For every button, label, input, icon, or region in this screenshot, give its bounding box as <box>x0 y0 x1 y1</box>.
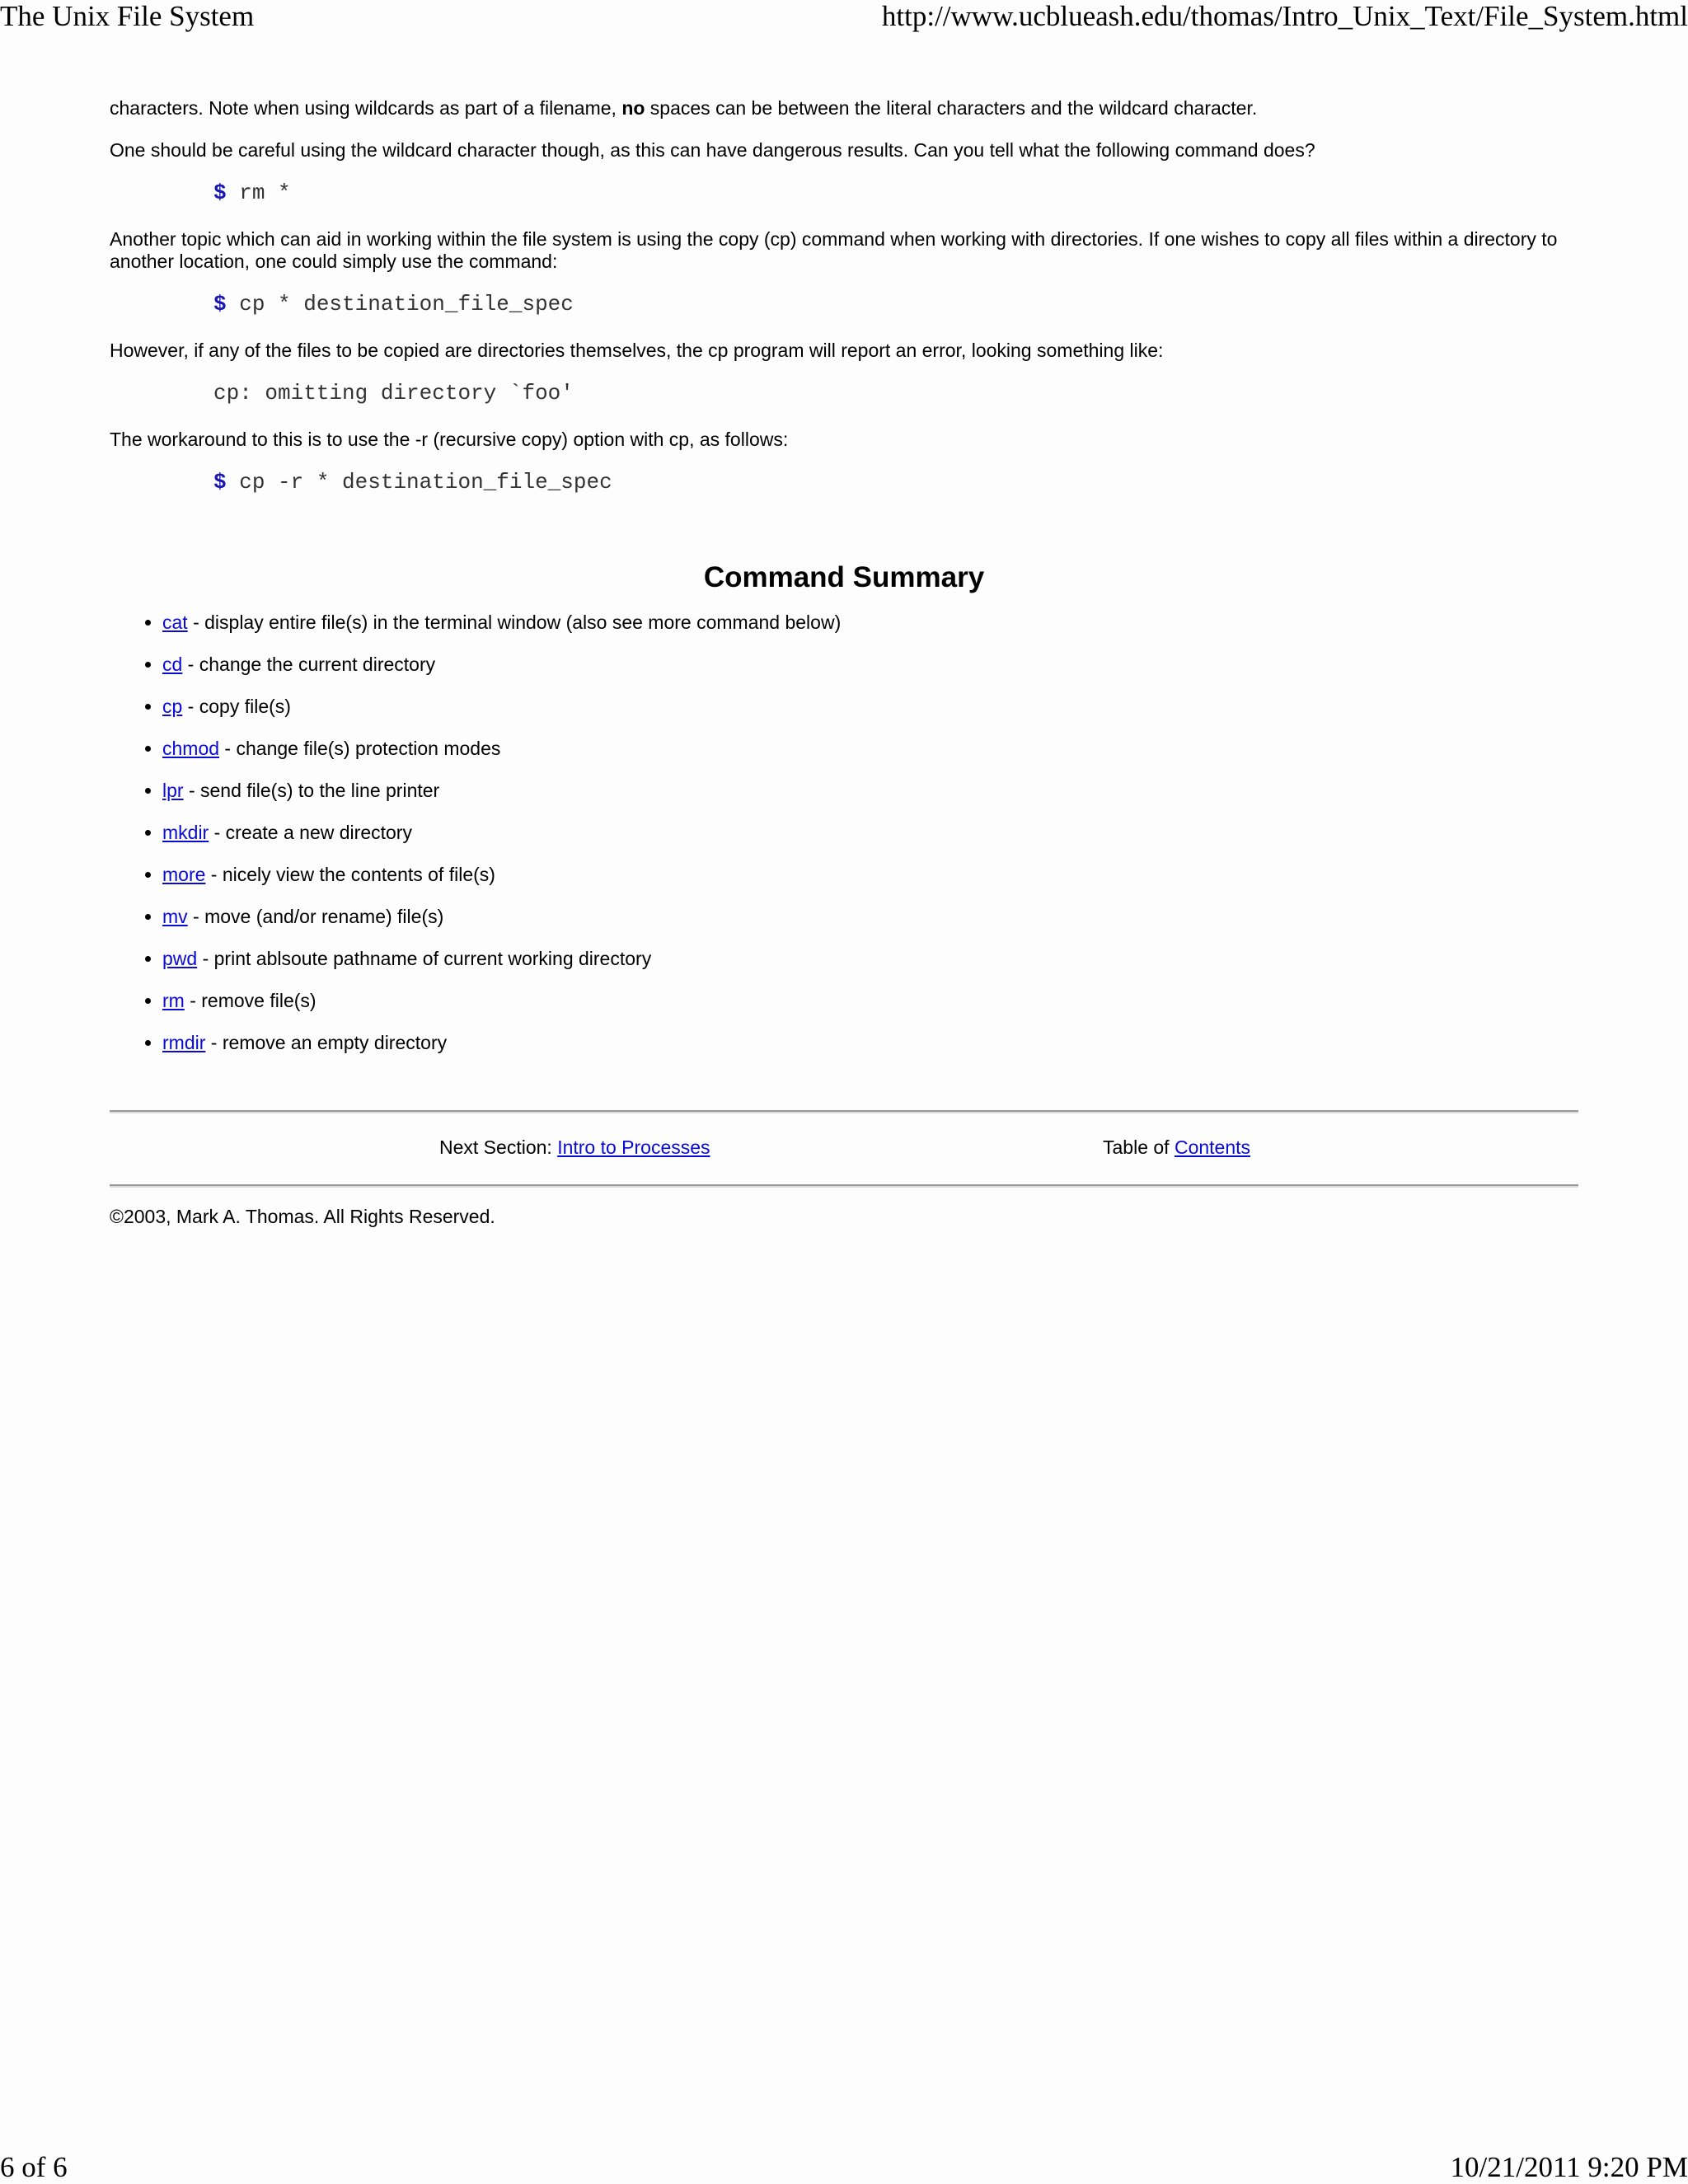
command-item <box>162 864 1578 886</box>
command-description: - change the current directory <box>182 654 436 675</box>
command-item <box>162 906 1578 928</box>
command-link-cp[interactable]: cp <box>162 696 183 717</box>
command-link-rm[interactable]: rm <box>162 990 185 1011</box>
command-item <box>162 822 1578 844</box>
command-description: - create a new directory <box>209 822 412 843</box>
document-body <box>110 97 1578 1228</box>
command-link-rmdir[interactable]: rmdir <box>162 1032 206 1053</box>
command-item <box>162 738 1578 760</box>
command-item <box>162 654 1578 676</box>
command-link-cat[interactable]: cat <box>162 612 188 633</box>
print-header <box>0 0 1688 33</box>
next-section-link[interactable]: Intro to Processes <box>557 1137 710 1158</box>
section-heading: Command Summary <box>703 561 985 593</box>
code-rm: $ rm * <box>213 180 291 205</box>
command-item <box>162 612 1578 634</box>
command-description: - change file(s) protection modes <box>219 738 501 759</box>
prompt-symbol: $ <box>213 180 227 205</box>
page-navigation <box>110 1113 1578 1184</box>
paragraph-careful: One should be careful using the wildcard character though, as this can have dangerous results. Can you tell what the following command does? <box>110 139 1315 161</box>
page-url: http://www.ucblueash.edu/thomas/Intro_Unix_Text/File_System.html <box>881 0 1688 32</box>
page-number: 6 of 6 <box>0 2151 68 2183</box>
command-link-pwd[interactable]: pwd <box>162 948 198 969</box>
command-description: - remove file(s) <box>184 990 316 1011</box>
command-link-mv[interactable]: mv <box>162 906 188 927</box>
command-link-chmod[interactable]: chmod <box>162 738 220 759</box>
prompt-symbol: $ <box>213 470 227 494</box>
page-title: The Unix File System <box>0 0 255 32</box>
command-link-cd[interactable]: cd <box>162 654 183 675</box>
paragraph-wildcards: characters. Note when using wildcards as part of a filename, no spaces can be between the literal characters and the wildcard character. <box>110 97 1258 119</box>
command-link-mkdir[interactable]: mkdir <box>162 822 209 843</box>
command-link-more[interactable]: more <box>162 864 206 885</box>
bold-no: no <box>621 97 645 119</box>
print-datetime: 10/21/2011 9:20 PM <box>1450 2151 1688 2183</box>
command-item <box>162 948 1578 970</box>
code-cp-recursive: $ cp -r * destination_file_spec <box>213 470 612 494</box>
command-description: - send file(s) to the line printer <box>183 780 440 801</box>
prompt-symbol: $ <box>213 292 227 316</box>
divider <box>110 1184 1578 1188</box>
contents-link[interactable]: Contents <box>1174 1137 1251 1158</box>
code-cp: $ cp * destination_file_spec <box>213 292 574 316</box>
command-item <box>162 696 1578 718</box>
paragraph-workaround: The workaround to this is to use the -r (recursive copy) option with cp, as follows: <box>110 429 789 450</box>
command-item <box>162 1032 1578 1054</box>
command-description: - copy file(s) <box>182 696 291 717</box>
next-section: Next Section: Intro to Processes <box>439 1137 710 1158</box>
command-description: - print ablsoute pathname of current working directory <box>197 948 652 969</box>
command-item <box>162 780 1578 802</box>
command-description: - nicely view the contents of file(s) <box>205 864 495 885</box>
paragraph-copy: Another topic which can aid in working within the file system is using the copy (cp) command when working with directories. If one wishes to copy all files within a directory to another location, one could simply use the command: <box>110 228 1558 272</box>
command-item <box>162 990 1578 1012</box>
command-link-lpr[interactable]: lpr <box>162 780 184 801</box>
print-footer <box>0 2147 1688 2184</box>
table-of-contents: Table of Contents <box>1103 1137 1251 1158</box>
copyright: ©2003, Mark A. Thomas. All Rights Reserved. <box>110 1206 495 1227</box>
command-description: - move (and/or rename) file(s) <box>187 906 444 927</box>
paragraph-error: However, if any of the files to be copied are directories themselves, the cp program will report an error, looking something like: <box>110 340 1164 361</box>
code-error-output: cp: omitting directory `foo' <box>213 381 574 405</box>
command-summary-list <box>110 612 1578 1054</box>
command-description: - display entire file(s) in the terminal window (also see more command below) <box>187 612 842 633</box>
command-description: - remove an empty directory <box>205 1032 448 1053</box>
